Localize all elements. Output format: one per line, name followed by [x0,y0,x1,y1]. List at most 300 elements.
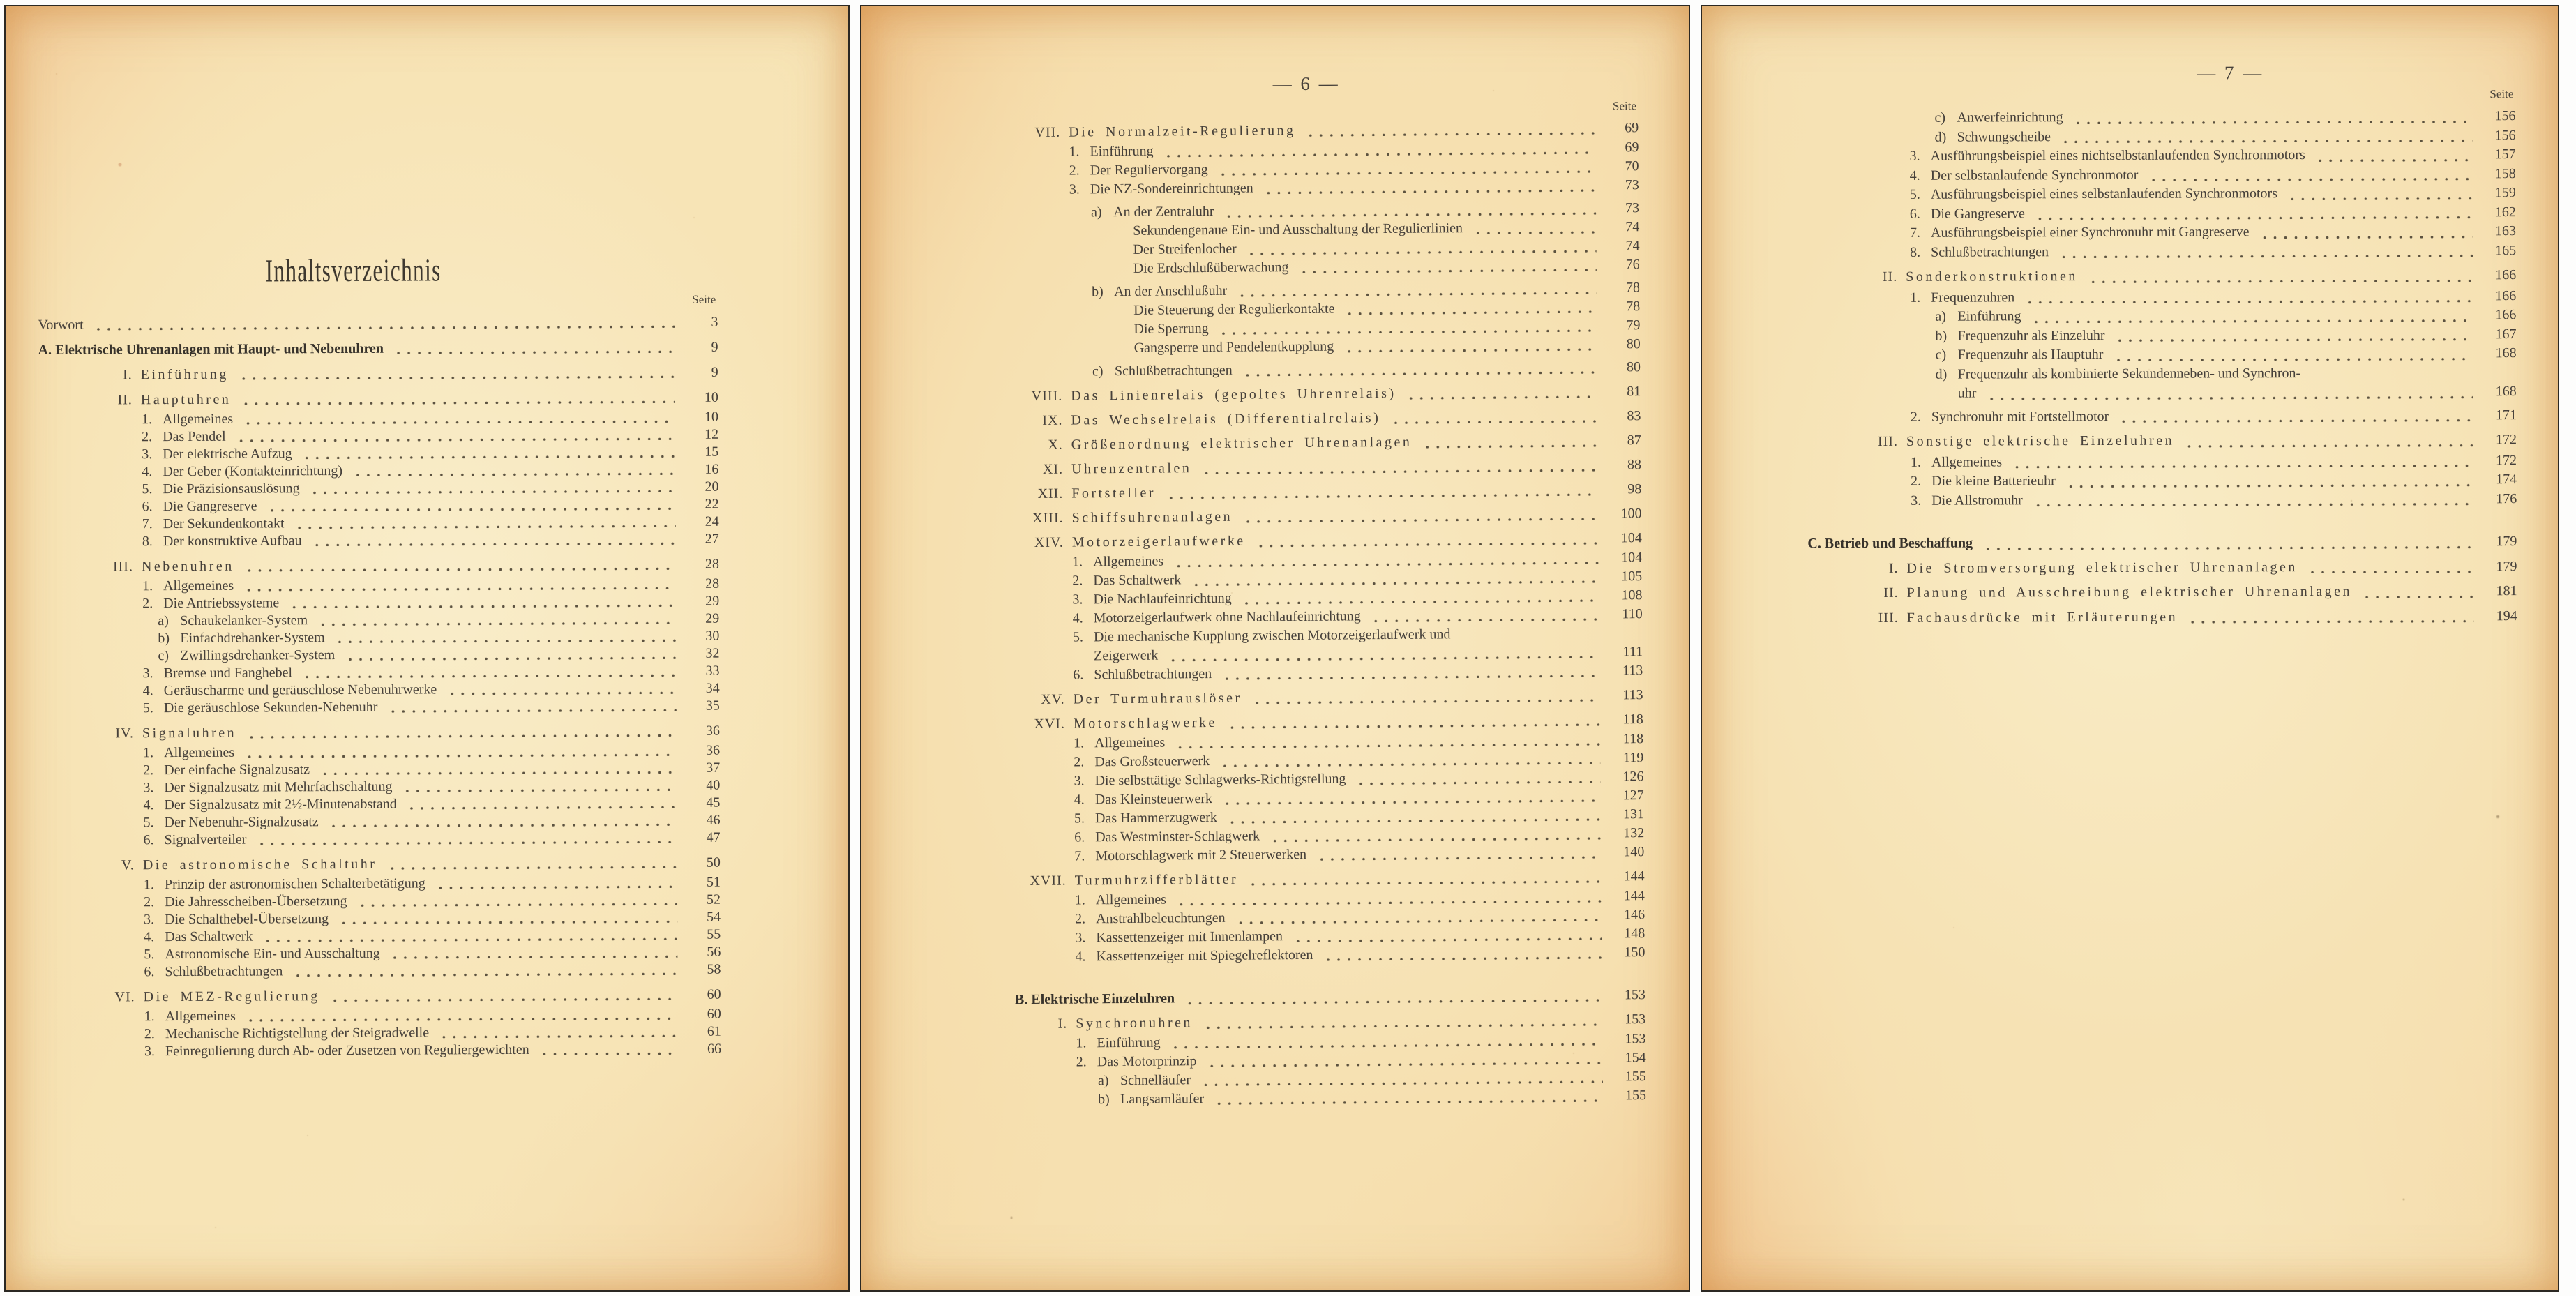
entry-label: Das Schaltwerk [1093,572,1182,589]
entry-numeral: c) [1934,110,1946,126]
dot-leader [2258,234,2473,239]
toc-entry [1807,470,2517,492]
dot-leader [445,691,677,695]
entry-numeral: 6. [1909,206,1920,222]
entry-page-number: 9 [711,364,718,380]
entry-page-number: 162 [2494,204,2516,220]
entry-numeral: 2. [1075,911,1086,927]
dot-leader [1162,151,1596,158]
dot-leader [389,954,678,959]
entry-numeral: I. [1888,560,1899,576]
dot-leader [1343,310,1597,315]
entry-page-number: 70 [1625,158,1639,174]
entry-label: Die MEZ-Regulierung [143,988,320,1005]
entry-page-number: 165 [2495,242,2517,258]
dot-leader [310,541,676,546]
entry-numeral: XIII. [1032,510,1064,527]
entry-numeral: 3. [1075,930,1086,946]
toc-title: Inhaltsverzeichnis [265,252,442,289]
dot-leader [1235,291,1597,297]
seite-label-text: Seite [2490,87,2514,101]
entry-page-number: 80 [1626,336,1641,352]
entry-page-number: 27 [705,531,719,547]
entry-label: Der selbstanlaufende Synchronmotor [1930,167,2139,183]
entry-numeral: 3. [142,446,153,462]
entry-label: Anwerfeinrichtung [1957,110,2063,126]
page-number-header [1273,73,1340,96]
dot-leader [405,805,677,810]
entry-label: Der einfache Signalzusatz [164,762,310,778]
entry-page-number: 194 [2496,608,2517,624]
entry-numeral: I. [123,367,133,383]
entry-page-number: 111 [1622,644,1643,660]
entry-page-number: 78 [1625,280,1641,296]
dot-leader [1297,268,1597,273]
dot-leader [333,638,677,643]
entry-page-number: 37 [706,760,721,776]
entry-label: Astronomische Ein- und Ausschaltung [165,945,380,963]
entry-page-number: 155 [1625,1069,1646,1085]
entry-label: Schnelläufer [1120,1072,1191,1089]
dot-leader [318,770,677,775]
entry-page-number: 83 [1627,408,1641,424]
entry-numeral: 5. [1909,186,1920,202]
entry-page-number: 73 [1625,177,1639,193]
dot-leader [266,506,676,512]
dot-leader [1268,836,1601,843]
entry-label: Die Gangreserve [1930,205,2025,222]
dot-leader [301,454,676,459]
entry-page-number: 45 [706,794,721,811]
entry-label: Bremse und Fanghebel [163,665,293,681]
entry-label: Das Hammerzugwerk [1094,809,1217,827]
entry-numeral: c) [158,648,170,664]
toc-entry [38,314,718,334]
dot-leader [2314,158,2473,162]
entry-page-number: 73 [1625,200,1640,216]
toc-entry [937,407,1641,431]
entry-page-number: 24 [705,513,719,529]
entry-label: Allgemeines [164,744,235,761]
entry-label: Einführung [1090,143,1154,160]
toc-entry [1807,430,2517,452]
toc-entries [935,119,1646,1110]
entry-label: Der elektrische Aufzug [163,446,292,462]
entry-numeral: VIII. [1031,388,1063,405]
entry-label: Die selbsttätige Schlagwerks-Richtigstellung [1094,771,1346,789]
entry-numeral: IX. [1042,412,1063,428]
dot-leader [1984,395,2473,400]
dot-leader [287,603,676,608]
toc-entry [1807,382,2517,404]
entry-label: Signalverteiler [164,831,247,848]
scanned-page-1 [4,5,850,1292]
entry-page-number: 168 [2495,384,2517,400]
dot-leader [1169,1042,1603,1049]
entry-page-number: 74 [1625,219,1640,235]
entry-numeral: 3. [1911,492,1922,508]
dot-leader [1220,674,1599,680]
entry-label: Größenordnung elektrischer Uhrenanlagen [1071,434,1413,453]
entry-label: Das Wechselrelais (Differentialrelais) [1071,410,1381,428]
entry-label: Zeigerwerk [1094,647,1159,664]
entry-label: Sekundengenaue Ein- und Ausschaltung der Regulierlinien [1133,220,1463,239]
dot-leader [1246,880,1602,886]
entry-label: Frequenzuhr als kombinierte Sekundenneben- und Synchron- [1957,365,2301,382]
seite-column-label [1806,87,2515,103]
toc-entry [937,382,1641,407]
entry-numeral: V. [121,857,135,873]
dot-leader [400,788,677,792]
entry-page-number: 22 [705,496,719,512]
entry-numeral: 2. [142,429,153,445]
entry-page-number: 119 [1622,750,1644,766]
entry-page-number: 156 [2494,108,2516,124]
entry-numeral: 2. [143,762,154,778]
entry-page-number: 78 [1626,299,1641,315]
entry-label: Fachausdrücke mit Erläuterungen [1906,609,2178,626]
toc-entry [937,358,1641,382]
entry-numeral: 6. [1073,667,1084,683]
entry-label: Schlußbetrachtungen [1094,665,1212,683]
dot-leader [2146,176,2472,181]
entry-label: Das Motorprinzip [1097,1053,1197,1070]
entry-page-number: 156 [2494,127,2516,143]
toc-entries [1806,107,2517,628]
toc-entry [1808,582,2517,603]
entry-label: Einfachdrehanker-System [180,630,325,647]
toc-entry [1807,451,2517,473]
toc-entry [1807,406,2517,428]
entry-page-number: 29 [705,593,720,609]
entry-numeral: XVII. [1030,873,1067,889]
dot-leader [2057,253,2473,258]
entry-page-number: 55 [707,926,721,942]
entry-page-number: 28 [705,575,720,592]
entry-numeral: b) [1091,284,1104,300]
dot-leader [1183,998,1602,1005]
entry-label: Die Jahresscheiben-Übersetzung [164,893,347,910]
dot-leader [385,865,677,870]
entry-label: Schiffsuhrenanlagen [1071,508,1233,526]
toc-entry [1807,183,2516,205]
entry-label: Mechanische Richtigstellung der Steigradwelle [165,1025,430,1042]
dot-leader [245,733,677,739]
entry-numeral: 1. [144,1009,155,1025]
entry-numeral: 3. [1074,773,1085,789]
entry-page-number: 69 [1625,140,1639,156]
dot-leader [329,997,678,1002]
entry-page-number: 148 [1624,926,1645,942]
entry-numeral: 2. [1074,754,1085,770]
entry-numeral: VI. [114,989,135,1005]
entry-numeral: 2. [1072,573,1083,589]
entry-numeral: 5. [143,815,154,831]
entry-page-number: 179 [2496,558,2517,574]
entry-page-number: 155 [1625,1087,1647,1103]
toc-entry [1807,266,2516,287]
toc-entry [39,531,719,551]
entry-numeral: 6. [143,832,154,848]
entry-page-number: 81 [1627,384,1641,400]
dot-leader [1262,188,1596,195]
dot-leader [1354,780,1600,785]
entry-label: Schwungscheibe [1957,128,2051,145]
dot-leader [244,1016,678,1022]
dot-leader [2072,119,2473,124]
entry-page-number: 163 [2494,223,2517,239]
toc-entry [1807,532,2517,554]
entry-label: Das Schaltwerk [165,928,253,945]
entry-numeral: 1. [143,745,154,761]
toc-entry [938,455,1641,480]
toc-entry [1807,222,2516,243]
entry-numeral: 4. [1072,610,1083,626]
entry-page-number: 167 [2495,326,2517,342]
entry-numeral: 4. [1074,792,1085,808]
dot-leader [1172,561,1599,568]
entry-label: Der Streifenlocher [1133,241,1237,257]
dot-leader [2117,418,2473,423]
entry-numeral: II. [1882,269,1898,285]
toc-entry [1807,203,2516,225]
entry-page-number: 9 [711,339,718,355]
dot-leader [327,822,677,827]
entry-label: Das Linienrelais (gepoltes Uhrenrelais) [1071,385,1396,404]
entry-numeral: 6. [1074,829,1085,845]
entry-label: Der Nebenuhr-Signalzusatz [164,814,319,831]
entry-numeral: 3. [144,1043,156,1060]
dot-leader [2086,278,2473,283]
dot-leader [1205,1061,1602,1067]
entry-numeral: 2. [1910,409,1921,425]
dot-leader [2064,483,2473,488]
entry-page-number: 105 [1621,568,1643,585]
entry-label: Sonstige elektrische Einzeluhren [1906,432,2175,449]
dot-leader [1221,799,1601,805]
entry-numeral: 3. [143,780,154,796]
entry-page-number: 32 [705,645,720,661]
toc-entry [1807,325,2516,347]
toc-entry [1807,490,2517,511]
entry-numeral: 4. [142,464,153,480]
entry-numeral: I. [1057,1016,1068,1032]
entry-numeral: 3. [1069,181,1080,197]
entry-label: Schaukelanker-System [180,612,308,629]
entry-label: Motorschlagwerke [1073,714,1217,732]
entry-label: Signaluhren [142,725,237,741]
entry-label: Frequenzuhr als Einzeluhr [1957,327,2105,344]
entry-numeral: 4. [144,929,155,945]
entry-label: Frequenzuhren [1931,289,2015,306]
entry-label: B. Elektrische Einzeluhren [1014,990,1175,1008]
entry-page-number: 127 [1622,788,1644,804]
entry-numeral: 2. [1069,163,1080,179]
toc-entry [1807,126,2516,148]
entry-numeral: XVI. [1034,716,1065,732]
entry-label: Die geräuschlose Sekunden-Nebenuhr [163,699,378,716]
entry-label: Motorzeigerlaufwerk ohne Nachlaufeinrichtung [1093,608,1361,626]
entry-label: Allgemeines [1092,553,1164,570]
entry-numeral: II. [1883,585,1899,601]
entry-label: Planung und Ausschreibung elektrischer Uhrenanlagen [1906,583,2353,601]
toc-entry [38,389,718,409]
dot-leader [2306,569,2474,573]
entry-label: Motorzeigerlaufwerke [1071,533,1246,550]
dot-leader [351,472,675,476]
entry-label: Die Allstromuhr [1931,492,2023,508]
entry-numeral: 8. [142,534,153,550]
entry-label: Vorwort [38,317,84,333]
toc-entry [41,986,721,1007]
entry-page-number: 126 [1622,769,1644,785]
entry-page-number: 36 [705,723,721,739]
entry-page-number: 36 [706,742,721,758]
dot-leader [291,972,677,977]
dot-leader [243,753,677,758]
dot-leader [2059,138,2473,143]
dot-leader [243,566,676,572]
entry-label: Allgemeines [162,411,234,428]
entry-numeral: b) [158,631,170,647]
entry-numeral: 5. [144,947,155,963]
toc-entry [938,431,1641,455]
entry-label: Schlußbetrachtungen [1114,362,1233,379]
entry-label: A. Elektrische Uhrenanlagen mit Haupt- und Nebenuhren [38,340,384,358]
entry-page-number: 158 [2494,165,2516,181]
entry-numeral: 3. [1909,148,1920,164]
entry-numeral: 2. [1076,1054,1087,1070]
entry-numeral: 5. [1074,811,1085,827]
entry-page-number: 181 [2496,583,2517,599]
toc-entry [1808,607,2517,628]
dot-leader [1166,655,1599,662]
entry-label: Die Stromversorgung elektrischer Uhrenanlagen [1906,559,2298,576]
toc-entry [1807,165,2516,186]
dot-leader [1173,742,1600,749]
dot-leader [1217,169,1596,176]
entry-page-number: 3 [711,314,718,330]
entry-page-number: 166 [2495,307,2517,323]
dot-leader [234,437,675,442]
entry-page-number: 118 [1622,731,1644,747]
entry-page-number: 100 [1620,506,1642,522]
toc-entry [940,686,1643,710]
entry-label: Hauptuhren [140,391,232,408]
dot-leader [1342,347,1597,353]
entry-page-number: 60 [707,1006,721,1022]
toc-entry [938,480,1641,504]
dot-leader [337,919,677,924]
entry-page-number: 179 [2496,534,2517,550]
entry-label: Der Geber (Kontakteinrichtung) [163,462,343,480]
entry-label: Fortsteller [1071,485,1157,502]
entry-page-number: 146 [1623,907,1645,923]
entry-page-number: 132 [1623,825,1645,841]
entry-label: Zwillingsdrehanker-System [180,647,336,664]
toc-entry [942,986,1645,1010]
page-number-header [2197,62,2264,84]
entry-label: Die Präzisionsauslösung [163,481,300,497]
toc-entry [38,364,718,384]
dot-leader [2111,356,2473,361]
dot-leader [437,1034,678,1039]
entry-page-number: 104 [1620,550,1643,566]
dot-leader [1405,395,1598,400]
entry-page-number: 34 [705,680,720,696]
entry-label: Die Sperrung [1133,321,1209,337]
entry-page-number: 150 [1624,944,1645,960]
entry-page-number: 153 [1624,987,1646,1003]
entry-label: Die Nachlaufeinrichtung [1093,590,1232,608]
entry-label: Das Großsteuerwerk [1094,753,1210,770]
dot-leader [255,840,677,845]
seite-label-text: Seite [1612,99,1637,113]
entry-numeral: a) [1097,1073,1109,1089]
entry-page-number: 30 [705,628,720,644]
dot-leader [343,656,676,661]
dot-leader [2183,443,2473,447]
entry-page-number: 153 [1625,1031,1646,1047]
entry-label: Prinzip der astronomischen Schalterbetätigung [164,875,425,893]
page-number-text: — 6 — [1272,73,1340,95]
entry-numeral: 4. [143,797,154,813]
dot-leader [1291,937,1602,942]
entry-page-number: 16 [705,461,719,477]
entry-label: Der Turmuhrauslöser [1073,690,1242,707]
entry-page-number: 172 [2495,452,2517,468]
dot-leader [1241,370,1597,377]
dot-leader [308,489,676,494]
entry-page-number: 80 [1626,359,1641,375]
entry-numeral: 2. [144,1026,155,1042]
entry-numeral: 3. [1072,592,1083,608]
dot-leader [239,400,675,405]
entry-page-number: 98 [1627,481,1642,497]
entry-numeral: 3. [144,912,155,928]
entry-numeral: 3. [142,665,153,681]
page-3-content [1701,61,2559,628]
dot-leader [1241,517,1598,523]
toc-entry [1807,363,2517,385]
entry-numeral: a) [158,613,169,629]
dot-leader [1223,211,1597,218]
seite-column-label [935,99,1639,119]
entry-page-number: 69 [1625,120,1639,136]
entry-page-number: 159 [2494,185,2516,201]
entry-numeral: c) [1935,347,1947,363]
dot-leader [1420,444,1597,449]
entry-page-number: 171 [2495,407,2517,423]
dot-leader [1212,1099,1603,1105]
entry-numeral: XI. [1042,461,1064,477]
entry-page-number: 168 [2495,345,2517,361]
dot-leader [1234,918,1602,924]
seite-label-text: Seite [692,292,716,306]
dot-leader [1471,230,1596,234]
entry-label: Synchronuhr mit Fortstellmotor [1931,408,2109,425]
entry-page-number: 74 [1625,238,1640,254]
entry-page-number: 10 [704,409,719,425]
entry-numeral: 4. [1075,949,1086,965]
entry-label: An der Anschlußuhr [1113,282,1228,300]
entry-numeral: 1. [1910,454,1922,470]
entry-page-number: 60 [707,986,721,1002]
entry-label: Synchronuhren [1076,1015,1193,1032]
dot-leader [1369,617,1599,623]
entry-label: Der Signalzusatz mit 2½-Minutenabstand [164,796,397,813]
entry-label: Einführung [1957,308,2021,324]
